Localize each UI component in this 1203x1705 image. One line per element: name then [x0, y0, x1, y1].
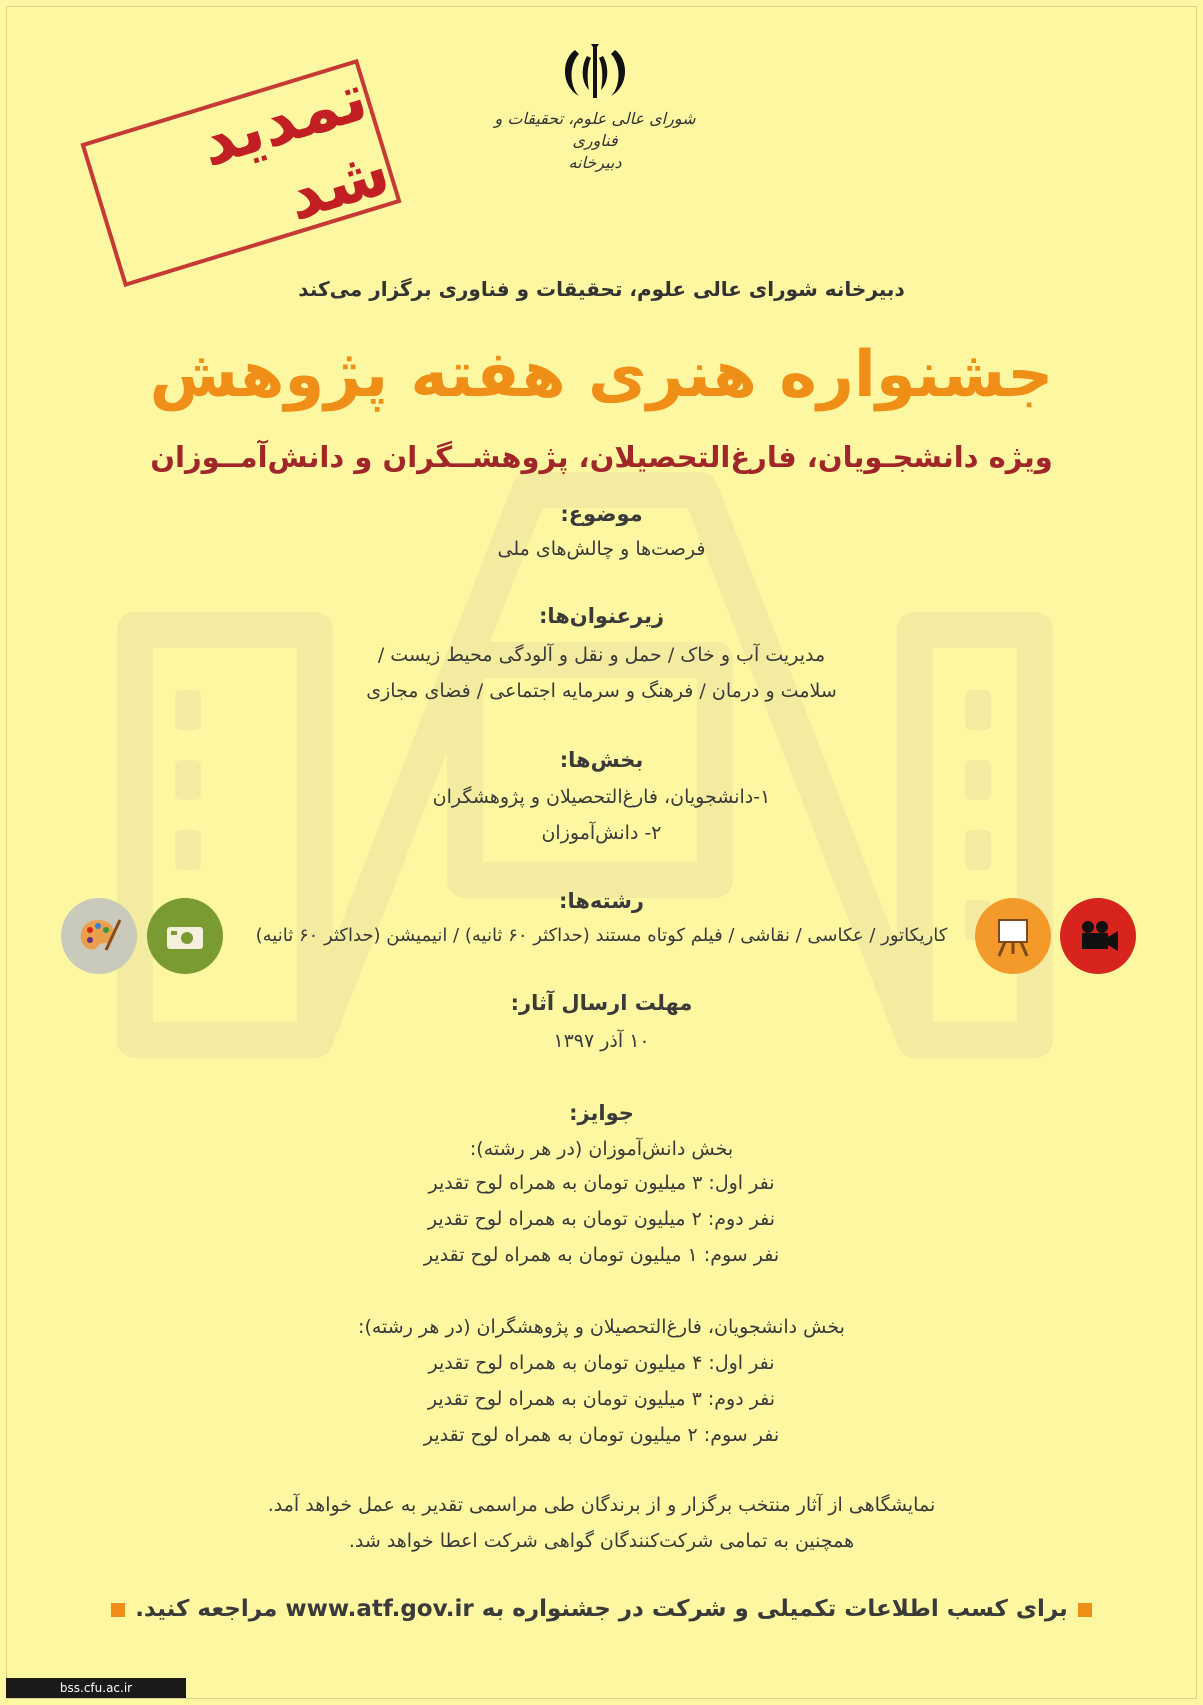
organization-line-1: شورای عالی علوم، تحقیقات و فناوری [494, 109, 696, 150]
sections-heading: بخش‌ها: [559, 748, 644, 772]
organization-line-2: دبیرخانه [568, 153, 622, 172]
iran-emblem-icon [555, 42, 635, 102]
sections-line-2: ۲- دانش‌آموزان [541, 822, 662, 844]
fields-heading: رشته‌ها: [559, 889, 644, 913]
topic-heading: موضوع: [560, 502, 643, 526]
prizes-students-title: بخش دانش‌آموزان (در هر رشته): [469, 1138, 734, 1160]
prizes-university-third: نفر سوم: ۲ میلیون تومان به همراه لوح تقدیر [423, 1424, 780, 1446]
photo-camera-icon [147, 898, 223, 974]
sections-line-1: ۱-دانشجویان، فارغ‌التحصیلان و پژوهشگران [432, 786, 771, 808]
fields-text: کاریکاتور / عکاسی / نقاشی / فیلم کوتاه مستند (حداکثر ۶۰ ثانیه) / انیمیشن (حداکثر ۶۰ ثانیه) [255, 925, 948, 946]
festival-subtitle: ویژه دانشجـویان، فارغ‌التحصیلان، پژوهشــگران و دانش‌آمــوزان [150, 440, 1053, 474]
festival-title: جشنواره هنری هفته پژوهش [149, 338, 1054, 412]
certificate-note: همچنین به تمامی شرکت‌کنندگان گواهی شرکت اعطا خواهد شد. [348, 1530, 855, 1552]
prizes-students-first: نفر اول: ۳ میلیون تومان به همراه لوح تقدیر [428, 1172, 775, 1194]
film-camera-icon [1060, 898, 1136, 974]
subtopics-line-1: مدیریت آب و خاک / حمل و نقل و آلودگی محیط زیست / [377, 644, 826, 666]
organization-name [470, 108, 720, 174]
stamp-text: تمدید شد [190, 58, 399, 236]
prizes-students-third: نفر سوم: ۱ میلیون تومان به همراه لوح تقدیر [423, 1244, 780, 1266]
deadline-heading: مهلت ارسال آثار: [510, 991, 693, 1015]
subtopics-heading: زیرعنوان‌ها: [538, 604, 665, 628]
organizer-line: دبیرخانه شورای عالی علوم، تحقیقات و فناوری برگزار می‌کند [298, 277, 905, 301]
prizes-students-second: نفر دوم: ۲ میلیون تومان به همراه لوح تقدیر [427, 1208, 776, 1230]
footer-text: برای کسب اطلاعات تکمیلی و شرکت در جشنواره به www.atf.gov.ir مراجعه کنید. [135, 1596, 1068, 1622]
palette-icon [61, 898, 137, 974]
topic-text: فرصت‌ها و چالش‌های ملی [497, 538, 706, 560]
subtopics-line-2: سلامت و درمان / فرهنگ و سرمایه اجتماعی / فضای مجازی [366, 680, 837, 702]
bullet-square-icon [1078, 1603, 1092, 1617]
prizes-university-second: نفر دوم: ۳ میلیون تومان به همراه لوح تقدیر [427, 1388, 776, 1410]
source-credit: bss.cfu.ac.ir [6, 1678, 186, 1698]
exhibition-note: نمایشگاهی از آثار منتخب برگزار و از برندگان طی مراسمی تقدیر به عمل خواهد آمد. [267, 1494, 936, 1516]
prizes-university-title: بخش دانشجویان، فارغ‌التحصیلان و پژوهشگران (در هر رشته): [358, 1316, 845, 1338]
prizes-heading: جوایز: [569, 1101, 634, 1125]
footer-info [0, 1596, 1203, 1622]
prizes-university-first: نفر اول: ۴ میلیون تومان به همراه لوح تقدیر [428, 1352, 775, 1374]
deadline-date: ۱۰ آذر ۱۳۹۷ [553, 1030, 650, 1052]
easel-icon [975, 898, 1051, 974]
bullet-square-icon [111, 1603, 125, 1617]
